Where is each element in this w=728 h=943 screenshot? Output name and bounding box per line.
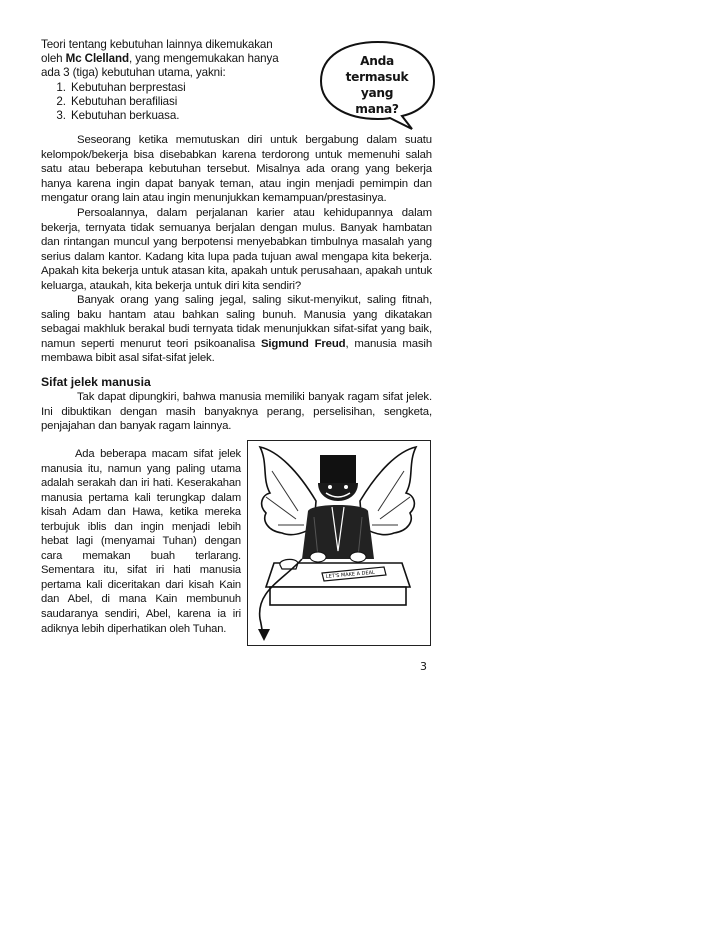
paragraph-5: [41, 447, 241, 636]
needs-list: [41, 81, 311, 124]
mcclelland-name: Mc Clelland: [65, 52, 129, 66]
speech-bubble: [316, 38, 440, 130]
speech-bubble-text: [334, 53, 420, 117]
intro-block: [41, 38, 311, 123]
intro-line: Teori tentang kebutuhan lainnya dikemukakan: [41, 38, 273, 51]
bubble-line: termasuk yang: [345, 70, 409, 100]
paragraph-text: Banyak orang yang saling jegal, saling sikut-menyikut, saling fitnah, saling baku hantam atau bahkan saling bunuh. Manusia yang dikatakan sebagai makhluk berakal budi ternyata tidak menunjukkan sifat-sifat yang baik, namun seperti menurut teori psikoanalisa: [41, 294, 432, 350]
paragraph-text: Seseorang ketika memutuskan diri untuk bergabung dalam suatu kelompok/bekerja bisa disebabkan karena terdorong untuk memenuhi salah satu atau beberapa kebutuhan tersebut. Misalnya ada orang yang bekerja hanya karena ingin dapat banyak teman, atau ingin menjadi pemimpin dan mengatur orang lain atau ingin menunjukkan kemampuan/prestasinya.: [41, 134, 432, 205]
page-number: 3: [420, 660, 427, 673]
devil-cartoon-drawing: [248, 441, 429, 644]
needs-list-item: 1. Kebutuhan berprestasi: [69, 81, 311, 95]
bubble-line: mana?: [355, 102, 399, 116]
paragraph-text: Persoalannya, dalam perjalanan karier atau kehidupannya dalam bekerja, ternyata tidak semuanya berjalan dengan mulus. Banyak hambatan dan rintangan muncul yang berpotensi menyebabkan timbulnya masalah yang serius dalam kantor. Kadang kita lupa pada tujuan awal mengapa kita bekerja. Apakah kita bekerja untuk atasan kita, apakah untuk perusahaan, apakah untuk keluarga, ataukah, kita bekerja untuk diri kita sendiri?: [41, 207, 432, 292]
paragraph-4: [41, 390, 432, 434]
paragraph-text: Tak dapat dipungkiri, bahwa manusia memiliki banyak ragam sifat jelek. Ini dibuktikan dengan masih banyaknya perang, perselisihan, sengketa, penjajahan dan banyak ragam lainnya.: [41, 391, 432, 433]
needs-list-item: 3. Kebutuhan berkuasa.: [69, 109, 311, 123]
paragraph-2: [41, 206, 432, 294]
devil-illustration: [247, 440, 431, 646]
intro-text: , yang mengemukakan hanya: [128, 52, 279, 66]
desk-sign-text: LET'S MAKE A DEAL: [325, 569, 376, 580]
intro-line: [41, 52, 311, 66]
bubble-line: Anda: [360, 54, 394, 68]
needs-list-item: 2. Kebutuhan berafiliasi: [69, 95, 311, 109]
paragraph-3: [41, 293, 432, 366]
paragraph-text: , manusia masih membawa bibit asal sifat-sifat jelek.: [41, 337, 433, 365]
paragraph-text: Ada beberapa macam sifat jelek manusia itu, namun yang paling utama adalah serakah dan iri hati. Keserakahan manusia pertama kali terungkap dalam kisah Adam dan Hawa, ketika mereka terbujuk iblis dan ingin menjadi lebih hebat lagi (menyamai Tuhan) dengan cara memakan buah terlarang. Sementara itu, sifat iri hati manusia pertama kali diceritakan dari kisah Kain dan Abel, di mana Kain membunuh saudaranya sendiri, Abel, karena ia iri adiknya lebih diperhatikan oleh Tuhan.: [41, 448, 241, 635]
intro-line: ada 3 (tiga) kebutuhan utama, yakni:: [41, 66, 226, 80]
paragraph-1: [41, 133, 432, 206]
section-heading: Sifat jelek manusia: [41, 375, 151, 389]
intro-text: oleh: [41, 52, 66, 66]
freud-name: Sigmund Freud: [260, 337, 346, 350]
